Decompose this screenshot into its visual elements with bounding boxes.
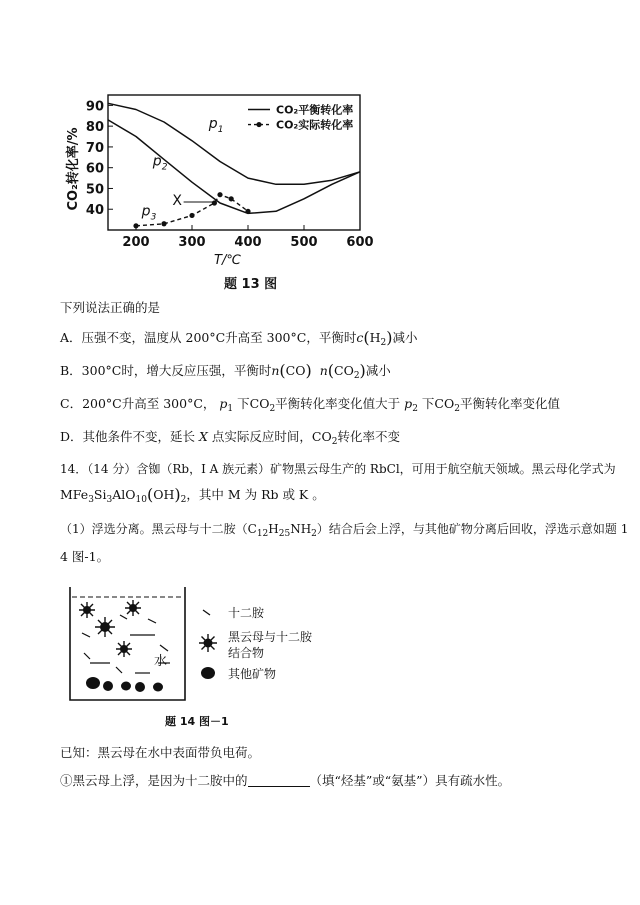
- other-minerals: [86, 677, 163, 692]
- series-p3-point: [161, 221, 166, 226]
- label-p1-sub: 1: [217, 125, 224, 136]
- question-1: ①黑云母上浮，是因为十二胺中的 （填“烃基”或“氨基”）具有疏水性。: [60, 773, 511, 788]
- q14-part1-line1: （1）浮选分离。黑云母与十二胺$(C_{12}H_{25}NH_2)$结合后会上浮，与其他矿物分离后回收，浮选示意如题 1: [60, 522, 629, 539]
- question-stem: 下列说法正确的是: [60, 300, 161, 315]
- series-p3-point: [212, 200, 217, 205]
- series-p3-point: [217, 192, 222, 197]
- x-tick-label: 400: [234, 235, 262, 250]
- series-p2-line: [108, 120, 360, 213]
- biotite-amine-complexes: [79, 600, 141, 657]
- figure-14-legend: [199, 605, 313, 681]
- series-p3-point: [229, 196, 234, 201]
- legend-mineral-symbol: [201, 667, 215, 679]
- legend-mineral-label: 其他矿物: [228, 667, 277, 681]
- x-tick-label: 500: [290, 235, 318, 250]
- x-axis-label: T/℃: [214, 253, 241, 268]
- x-tick-label: 300: [178, 235, 206, 250]
- known-condition: 已知：黑云母在水中表面带负电荷。: [60, 745, 261, 760]
- y-tick-label: 60: [85, 161, 104, 177]
- option-c: C．200°C升高至 300°C， $p_1$ 下$CO_2$平衡转化率变化值大于 $p_2$ 下$CO_2$平衡转化率变化值: [60, 396, 560, 414]
- label-p3: p: [141, 203, 151, 220]
- q14-part1-line2: 4 图-1。: [60, 549, 110, 564]
- legend-complex-label-1: 黑云母与十二胺: [228, 630, 313, 644]
- label-p2-sub: 2: [161, 162, 168, 173]
- x-tick-label: 600: [346, 235, 374, 250]
- option-a: A．压强不变，温度从 200°C升高至 300°C，平衡时$c(H_2)$减小: [60, 328, 418, 348]
- legend-amine-label: 十二胺: [228, 606, 265, 620]
- legend-dot: [256, 122, 261, 127]
- legend-complex-label-2: 结合物: [228, 646, 265, 660]
- q14-intro: 14．（14 分）含铷（Rb，Ⅰ A 族元素）矿物黑云母生产的 RbCl，可用于航空航天领域。黑云母化学式为: [60, 462, 616, 476]
- water-label: 水: [154, 654, 168, 669]
- legend-complex-symbol: [199, 634, 217, 652]
- annotation-x: X: [172, 193, 182, 210]
- option-b: B．300°C时，增大反应压强，平衡时n(CO) $n(CO_2)$减小: [60, 361, 391, 381]
- legend-amine-symbol: [203, 610, 210, 615]
- y-tick-label: 90: [85, 99, 104, 115]
- answer-blank[interactable]: [248, 774, 310, 787]
- legend-label-actual: CO₂实际转化率: [276, 118, 354, 132]
- y-tick-label: 40: [85, 203, 104, 219]
- y-tick-label: 70: [85, 140, 104, 156]
- label-p1: p: [208, 116, 218, 133]
- figure-14-1-diagram: [60, 575, 360, 735]
- x-tick-label: 200: [122, 235, 150, 250]
- y-tick-label: 80: [85, 120, 104, 136]
- q14-formula: $MFe_3Si_3AlO_{10}(OH)_2$，其中 M 为 Rb 或 K 。: [60, 485, 325, 505]
- label-p2: p: [152, 153, 162, 170]
- figure-14-caption: 题 14 图－1: [165, 715, 229, 728]
- option-d: D．其他条件不变，延长 X 点实际反应时间，$CO_2$转化率不变: [60, 429, 400, 447]
- figure-13-caption: 题 13 图: [224, 277, 278, 292]
- series-p3-point: [245, 209, 250, 214]
- label-p3-sub: 3: [150, 212, 157, 223]
- series-p3-point: [133, 223, 138, 228]
- y-tick-label: 50: [85, 182, 104, 198]
- legend-label-equilibrium: CO₂平衡转化率: [276, 103, 354, 117]
- figure-13-chart: [60, 80, 390, 295]
- y-axis-label: CO₂转化率/%: [66, 127, 81, 211]
- series-p3-point: [189, 213, 194, 218]
